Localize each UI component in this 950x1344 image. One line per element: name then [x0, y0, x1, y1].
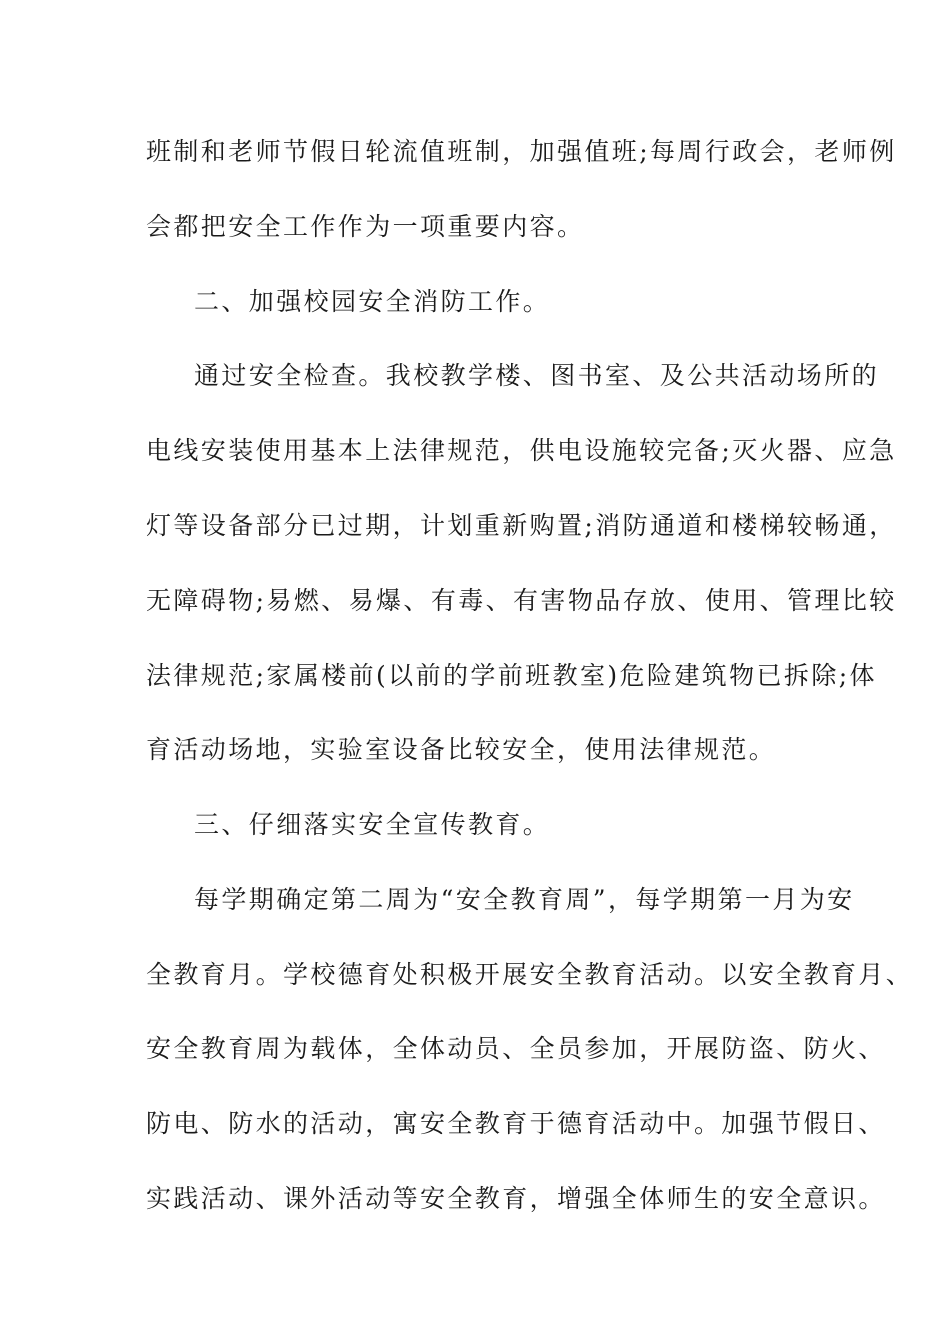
section-heading: 二、加强校园安全消防工作。 — [194, 287, 551, 316]
paragraph-line: 通过安全检查。我校教学楼、图书室、及公共活动场所的 — [194, 361, 880, 390]
paragraph-line: 灯等设备部分已过期，计划重新购置;消防通道和楼梯较畅通， — [146, 511, 897, 540]
paragraph-line: 班制和老师节假日轮流值班制，加强值班;每周行政会，老师例 — [146, 137, 897, 166]
paragraph-line: 实践活动、课外活动等安全教育，增强全体师生的安全意识。 — [146, 1184, 886, 1213]
paragraph-line: 无障碍物;易燃、易爆、有毒、有害物品存放、使用、管理比较 — [146, 586, 897, 615]
paragraph-line: 会都把安全工作作为一项重要内容。 — [146, 212, 585, 241]
paragraph-line: 每学期确定第二周为“安全教育周”，每学期第一月为安 — [194, 885, 855, 914]
paragraph-line: 全教育月。学校德育处积极开展安全教育活动。以安全教育月、 — [146, 960, 914, 989]
paragraph-line: 防电、防水的活动，寓安全教育于德育活动中。加强节假日、 — [146, 1109, 886, 1138]
section-heading: 三、仔细落实安全宣传教育。 — [194, 810, 551, 839]
paragraph-line: 育活动场地，实验室设备比较安全，使用法律规范。 — [146, 735, 777, 764]
paragraph-line: 法律规范;家属楼前(以前的学前班教室)危险建筑物已拆除;体 — [146, 661, 877, 690]
paragraph-line: 安全教育周为载体，全体动员、全员参加，开展防盗、防火、 — [146, 1034, 886, 1063]
paragraph-line: 电线安装使用基本上法律规范，供电设施较完备;灭火器、应急 — [146, 436, 897, 465]
